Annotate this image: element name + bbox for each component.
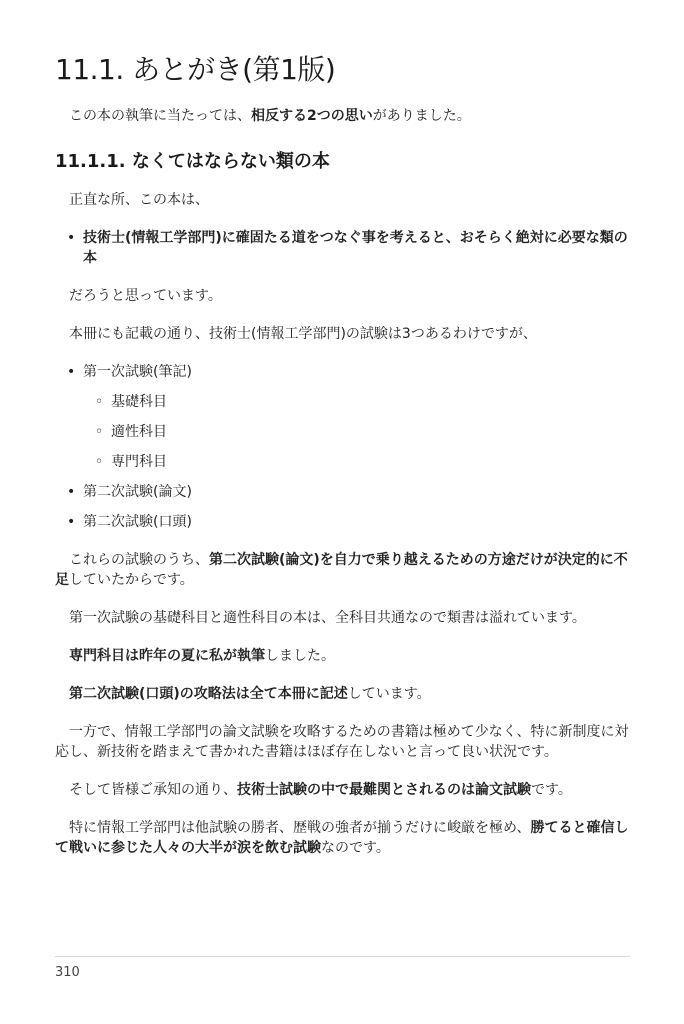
key-point-item: [55, 228, 630, 268]
page-content: [55, 52, 630, 876]
paragraph-2: だろうと思っています。: [69, 288, 222, 304]
p4-text-1: これらの試験のうち、: [69, 552, 209, 568]
p9-text-1: そして皆様ご承知の通り、: [69, 782, 237, 798]
p9-text-2: です。: [531, 782, 572, 798]
section-heading: 11.1.1. なくてはならない類の本: [55, 151, 330, 172]
p4-text-2: していたからです。: [69, 572, 194, 588]
paragraph-6: [55, 646, 630, 666]
paragraph-9: [55, 780, 630, 800]
exam-subject-item: ◦ 専門科目: [83, 452, 630, 472]
p10-text-1: 特に情報工学部門は他試験の勝者、歴戦の強者が揃うだけに峻厳を極め、: [69, 820, 531, 836]
p4-emphasis: 第二次試験(論文)を自力で乗り越えるための方途だけが決定的に不足: [55, 552, 628, 588]
exam-list: [55, 362, 630, 532]
intro-text-1: この本の執筆に当たっては、: [69, 108, 251, 124]
exam-subject-item: ◦ 適性科目: [83, 422, 630, 442]
paragraph-4: [55, 550, 630, 590]
p10-text-2: なのです。: [321, 840, 390, 856]
exam-item-second-essay: • 第二次試験(論文): [55, 482, 630, 502]
paragraph-1: 正直な所、この本は、: [69, 192, 209, 208]
intro-emphasis: 相反する2つの思い: [251, 108, 373, 124]
paragraph-7: [55, 684, 630, 704]
paragraph-8: 一方で、情報工学部門の論文試験を攻略するための書籍は極めて少なく、特に新制度に対応し、新技術を踏まえて書かれた書籍はほぼ存在しないと言って良い状況です。: [55, 724, 629, 760]
p7-emphasis: 第二次試験(口頭)の攻略法は全て本冊に記述: [69, 686, 348, 702]
exam-label: 第一次試験(筆記): [83, 364, 192, 380]
paragraph-10: [55, 818, 630, 858]
intro-text-2: がありました。: [372, 108, 471, 124]
page-title: 11.1. あとがき(第1版): [55, 53, 336, 86]
exam-item-second-oral: • 第二次試験(口頭): [55, 512, 630, 532]
paragraph-3: 本冊にも記載の通り、技術士(情報工学部門)の試験は3つあるわけですが、: [69, 326, 537, 342]
footer-divider: [55, 956, 630, 957]
p9-emphasis: 技術士試験の中で最難関とされるのは論文試験: [237, 782, 531, 798]
exam-subject-list: [83, 392, 630, 472]
key-point-list: [55, 228, 630, 268]
p10-emphasis: 勝てると確信して戦いに参じた人々の大半が涙を飲む試験: [55, 820, 629, 856]
page-number: 310: [55, 965, 80, 980]
exam-subject-item: ◦ 基礎科目: [83, 392, 630, 412]
p6-text: しました。: [265, 648, 335, 664]
p6-emphasis: 専門科目は昨年の夏に私が執筆: [69, 648, 265, 664]
key-point-text: 技術士(情報工学部門)に確固たる道をつなぐ事を考えると、おそらく絶対に必要な類の本: [83, 230, 628, 266]
p7-text: しています。: [347, 686, 431, 702]
exam-item-first: [55, 362, 630, 472]
intro-paragraph: [55, 106, 630, 126]
paragraph-5: 第一次試験の基礎科目と適性科目の本は、全科目共通なので類書は溢れています。: [69, 610, 586, 626]
